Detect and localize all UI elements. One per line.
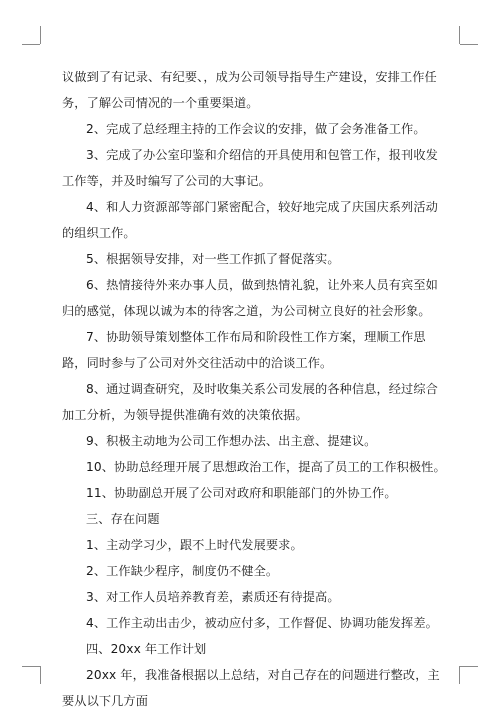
document-body bbox=[62, 64, 448, 714]
paragraph-item-9: 9、积极主动地为公司工作想办法、出主意、提建议。 bbox=[86, 434, 377, 448]
paragraph-item-8: 8、通过调查研究，及时收集关系公司发展的各种信息，经过综合加工分析，为领导提供准确有效的决策依据。 bbox=[62, 382, 438, 422]
section-heading-plan: 四、20xx 年工作计划 bbox=[86, 642, 207, 656]
problem-item-1: 1、主动学习少，跟不上时代发展要求。 bbox=[86, 538, 303, 552]
problem-item-2: 2、工作缺少程序，制度仍不健全。 bbox=[86, 564, 279, 578]
plan-intro-paragraph: 20xx 年，我准备根据以上总结，对自己存在的问题进行整改，主要从以下几方面 bbox=[62, 668, 440, 708]
paragraph-item-7: 7、协助领导策划整体工作布局和阶段性工作方案，理顺工作思路，同时参与了公司对外交往活动中的洽谈工作。 bbox=[62, 330, 426, 370]
paragraph-item-5: 5、根据领导安排，对一些工作抓了督促落实。 bbox=[86, 252, 340, 266]
paragraph-item-11: 11、协助副总开展了公司对政府和职能部门的外协工作。 bbox=[86, 486, 397, 500]
paragraph-item-4: 4、和人力资源部等部门紧密配合，较好地完成了庆国庆系列活动的组织工作。 bbox=[62, 200, 438, 240]
paragraph-item-10: 10、协助总经理开展了思想政治工作，提高了员工的工作积极性。 bbox=[86, 460, 446, 474]
problem-item-3: 3、对工作人员培养教育差，素质还有待提高。 bbox=[86, 590, 340, 604]
problem-item-4: 4、工作主动出击少，被动应付多，工作督促、协调功能发挥差。 bbox=[86, 616, 438, 630]
section-heading-problems: 三、存在问题 bbox=[86, 512, 160, 526]
paragraph-item-2: 2、完成了总经理主持的工作会议的安排，做了会务准备工作。 bbox=[86, 122, 426, 136]
paragraph-continuation: 议做到了有记录、有纪要、，成为公司领导指导生产建设，安排工作任务，了解公司情况的一个重要渠道。 bbox=[62, 70, 437, 110]
paragraph-item-3: 3、完成了办公室印鉴和介绍信的开具使用和包管工作，报刊收发工作等，并及时编写了公司的大事记。 bbox=[62, 148, 438, 188]
paragraph-item-6: 6、热情接待外来办事人员，做到热情礼貌，让外来人员有宾至如归的感觉，体现以诚为本的待客之道，为公司树立良好的社会形象。 bbox=[62, 278, 438, 318]
